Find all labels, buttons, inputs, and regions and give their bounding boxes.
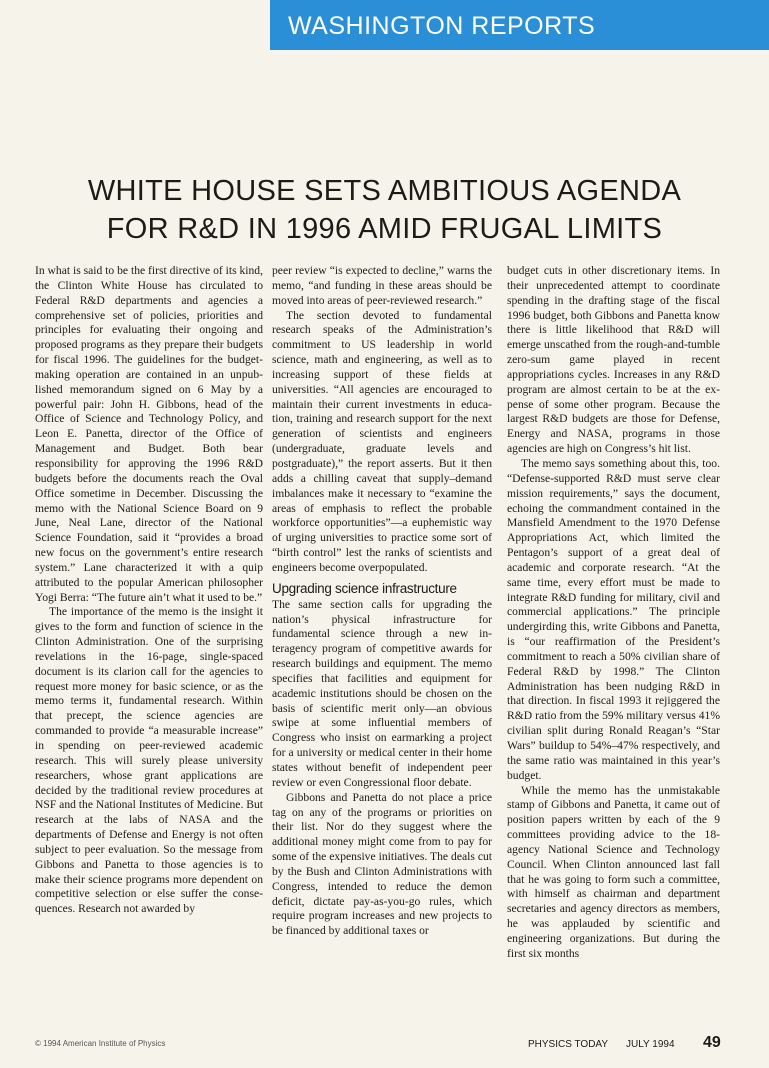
- text-column-1: [35, 264, 263, 1016]
- paragraph: budget cuts in other discretionary items. In their unprecedented attempt to coordinate spending in the drafting stage of the fiscal 1996 budget, both Gibbons and Panetta know there is little likelihood that R&D will emerge unscathed from the rough-and-tumble zero-sum game played in recent appropriations cycles. Increases in any R&D program are almost certain to be at the expense of some other program. Because the largest R&D budgets are those for Defense, Energy and NASA, programs in those agencies are high on Congress’s hit list.: [507, 264, 720, 456]
- section-subhead: Upgrading science infrastructure: [272, 580, 457, 596]
- text-column-3: [507, 264, 720, 1016]
- paragraph: The memo says something about this, too. “Defense-supported R&D must serve clear mission requirements,” says the document, echoing the commandment contained in the Mansfield Amendment to the 1970 Defense Appropriations Act, which limited the Pentagon’s support of a great deal of academic and corporate research. “At the same time, every effort must be made to integrate R&D funding for military, civil and commercial applications.” The principle undergirding this, write Gibbons and Panetta, is “our reaffirmation of the President’s commitment to reach a 50% civilian share of Federal R&D by 1998.” The Clinton Administration has been nudging R&D in that direction. In fiscal 1993 it rejiggered the R&D ratio from the 59% military versus 41% civilian split during Ronald Reagan’s “Star Wars” buildup to 54%–47% respectively, and the same ratio was maintained in this year’s budget.: [507, 456, 720, 782]
- copyright-notice: © 1994 American Institute of Physics: [35, 1039, 166, 1048]
- paragraph: The importance of the memo is the insight it gives to the form and function of science in the Clinton Administration. One of the surprising revelations in the 16-page, single-spaced document is its clarion call for the agencies to request more money for basic science, or as the memo terms it, fundamental research. Within that precept, the science agencies are commanded to provide “a measurable increase” in spending on peer-reviewed academic research. This will surely please university researchers, whose grant applications are decided by the traditional review procedures at NSF and the National Institutes of Medicine. But research at the labs of NASA and the departments of Defense and Energy is not often subject to peer evaluation. So the message from Gibbons and Panetta to those agencies is to make their science programs more dependent on competitive selection or else suffer the consequences. Research not awarded by: [35, 605, 263, 916]
- paragraph: The same section calls for upgrading the nation’s physical infrastructure for fundamental science through a new interagency program of competitive awards for research buildings and equipment. The memo specifies that facilities and equipment for academic institutions should be chosen on the basis of scientific merit only—an obvious swipe at some influential members of Congress who insist on earmarking a project for a university or medical center in their home states without benefit of independent peer review or even Congressional floor debate.: [272, 597, 492, 789]
- paragraph: The section devoted to fundamental research speaks of the Administration’s commitment to US leadership in world science, math and engineering, as well as to increasing support of these fields at universities. “All agencies are encouraged to maintain their current investments in education, training and research support for the next generation of scientists and engineers (undergraduate, graduate levels and postgraduate),” the report asserts. But it then adds a chilling caveat that supply–demand imbalances make it necessary to “examine the areas of emphasis to reflect the probable workforce opportunities”—a euphemistic way of urging universities to practice some sort of “birth control” lest the ranks of scientists and engineers become overpopulated.: [272, 308, 492, 574]
- page-number: 49: [703, 1034, 721, 1051]
- text-column-2: [272, 264, 492, 1016]
- page-footer: [0, 1036, 769, 1056]
- paragraph: While the memo has the unmistakable stamp of Gibbons and Panetta, it came out of position papers written by each of the 9 committees providing advice to the 18-agency National Science and Technology Council. When Clinton announced last fall that he was going to form such a committee, with himself as chairman and department secretaries and agency directors as members, he was applauded by scientific and engineering organizations. But during the first six months: [507, 783, 720, 960]
- journal-name: PHYSICS TODAY: [528, 1039, 609, 1050]
- paragraph: peer review “is expected to decline,” warns the memo, “and funding in these areas should be moved into areas of peer-reviewed research.”: [272, 264, 492, 307]
- section-banner: [270, 0, 769, 50]
- paragraph: In what is said to be the first directive of its kind, the Clinton White House has circulated to Federal R&D departments and agencies a comprehensive set of policies, priorities and principles for evaluating their ongoing and proposed programs as they prepare their budgets for fiscal 1996. The guidelines for the budget-making operation are contained in an unpublished memorandum signed on 6 May by a powerful pair: John H. Gibbons, head of the Office of Science and Technology Policy, and Leon E. Panetta, director of the Office of Management and Budget. Both bear responsibility for approving the 1996 R&D budgets before the documents reach the Oval Office sometime in December. Discussing the memo with the National Science Board on 9 June, Neal Lane, director of the National Science Foundation, said it “provides a broad new focus on the government’s entire research system.” Lane characterized it with a quip attributed to the popular American philosopher Yogi Berra: “The future ain’t what it used to be.”: [35, 264, 263, 604]
- paragraph: Gibbons and Panetta do not place a price tag on any of the programs or priorities on their list. Nor do they suggest where the additional money might come from to pay for some of the expensive initiatives. The deals cut by the Bush and Clinton Administrations with Congress, intended to reduce the demon deficit, dictate pay-as-you-go rules, which require program increases and new projects to be financed by additional taxes or: [272, 790, 492, 938]
- headline-line-1: WHITE HOUSE SETS AMBITIOUS AGENDA: [87, 175, 682, 207]
- section-banner-label: WASHINGTON REPORTS: [288, 12, 596, 40]
- article-headline: [0, 172, 769, 248]
- headline-line-2: FOR R&D IN 1996 AMID FRUGAL LIMITS: [106, 213, 663, 245]
- issue-date: JULY 1994: [626, 1039, 675, 1050]
